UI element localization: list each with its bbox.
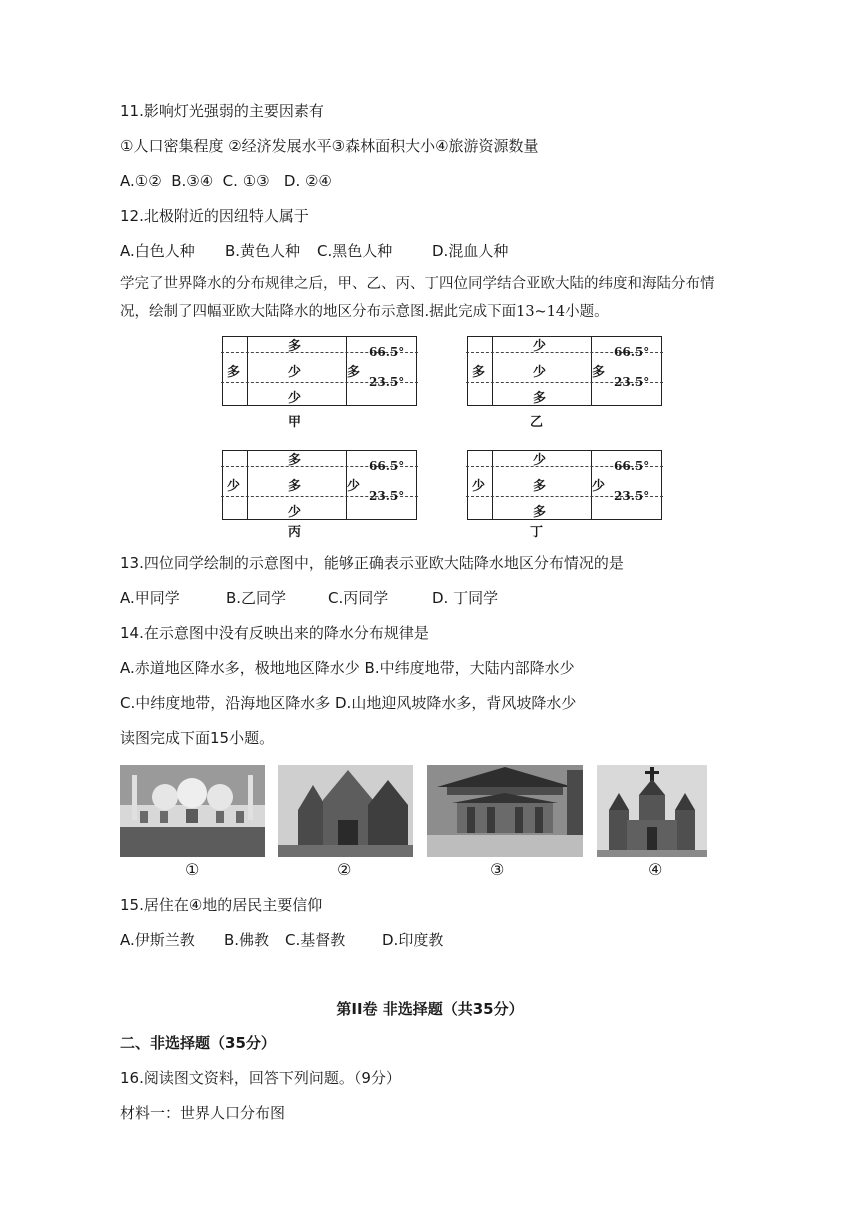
diagram-right-label: 多 [592, 365, 606, 380]
diagram-right-label: 少 [592, 479, 606, 494]
section-2-title: 第II卷 非选择题（共35分） [336, 1000, 524, 1018]
diagram-bing [222, 450, 417, 520]
lat-23-label: 23.5° [369, 375, 405, 389]
diagram-left-label: 多 [227, 365, 241, 380]
lat-66-label: 66.5° [614, 345, 650, 359]
diagram-right-label: 少 [347, 479, 361, 494]
q12-option-c: C.黑色人种 [317, 242, 393, 260]
photo-label: ④ [648, 860, 663, 879]
lat-66-label: 66.5° [369, 459, 405, 473]
q13-option-b: B.乙同学 [226, 589, 287, 607]
diagram-caption: 乙 [530, 415, 544, 430]
chinese-temple-photo [427, 765, 583, 857]
intro-13-14: 学完了世界降水的分布规律之后，甲、乙、丙、丁四位同学结合亚欧大陆的纬度和海陆分布情况，绘制了四幅亚欧大陆降水的地区分布示意图.据此完成下面13~14小题。 [120, 276, 715, 320]
diagram-top-label: 少 [533, 339, 547, 354]
q11-stem: 11.影响灯光强弱的主要因素有 [120, 102, 324, 120]
diagram-left-label: 多 [472, 365, 486, 380]
q15-stem: 15.居住在④地的居民主要信仰 [120, 896, 323, 914]
q12-stem: 12.北极附近的因纽特人属于 [120, 207, 309, 225]
q13-option-a: A.甲同学 [120, 589, 180, 607]
diagram-mid-label: 多 [533, 479, 547, 494]
church-photo [597, 765, 707, 857]
lat-66-label: 66.5° [369, 345, 405, 359]
photo-label: ③ [490, 860, 505, 879]
diagram-bottom-label: 少 [288, 505, 302, 520]
diagram-top-label: 多 [288, 339, 302, 354]
diagram-top-label: 多 [288, 453, 302, 468]
photo-label: ① [185, 860, 200, 879]
intro-15: 读图完成下面15小题。 [120, 729, 275, 747]
material-1-caption: 材料一：世界人口分布图 [120, 1104, 286, 1122]
q14-options-line2: C.中纬度地带，沿海地区降水多 D.山地迎风坡降水多，背风坡降水少 [120, 694, 577, 712]
q12-option-a: A.白色人种 [120, 242, 195, 260]
diagram-ding [467, 450, 662, 520]
lat-23-label: 23.5° [614, 489, 650, 503]
q16-stem: 16.阅读图文资料，回答下列问题。（9分） [120, 1069, 401, 1087]
hindu-temple-photo [278, 765, 413, 857]
q12-option-d: D.混血人种 [432, 242, 509, 260]
lat-23-label: 23.5° [614, 375, 650, 389]
section-2-heading: 二、非选择题（35分） [120, 1034, 276, 1052]
diagram-caption: 甲 [288, 415, 302, 430]
lat-66-label: 66.5° [614, 459, 650, 473]
diagram-top-label: 少 [533, 453, 547, 468]
q14-options-line1: A.赤道地区降水多，极地地区降水少 B.中纬度地带，大陆内部降水少 [120, 659, 575, 677]
diagram-left-label: 少 [472, 479, 486, 494]
diagram-mid-label: 少 [288, 365, 302, 380]
lat-23-label: 23.5° [369, 489, 405, 503]
diagram-yi [467, 336, 662, 406]
diagram-bottom-label: 多 [533, 505, 547, 520]
diagram-left-label: 少 [227, 479, 241, 494]
diagram-caption: 丙 [288, 525, 302, 540]
photo-label: ② [337, 860, 352, 879]
diagram-caption: 丁 [530, 525, 544, 540]
q15-option-d: D.印度教 [382, 931, 444, 949]
q12-option-b: B.黄色人种 [225, 242, 301, 260]
diagram-mid-label: 多 [288, 479, 302, 494]
q14-stem: 14.在示意图中没有反映出来的降水分布规律是 [120, 624, 429, 642]
q15-option-a: A.伊斯兰教 [120, 931, 195, 949]
q11-items: ①人口密集程度 ②经济发展水平③森林面积大小④旅游资源数量 [120, 137, 539, 155]
diagram-mid-label: 少 [533, 365, 547, 380]
q13-option-d: D. 丁同学 [432, 589, 499, 607]
diagram-jia [222, 336, 417, 406]
diagram-bottom-label: 多 [533, 391, 547, 406]
q13-stem: 13.四位同学绘制的示意图中，能够正确表示亚欧大陆降水地区分布情况的是 [120, 554, 624, 572]
mosque-photo [120, 765, 265, 857]
q13-option-c: C.丙同学 [328, 589, 389, 607]
diagram-bottom-label: 少 [288, 391, 302, 406]
q15-option-c: C.基督教 [285, 931, 346, 949]
diagram-right-label: 多 [347, 365, 361, 380]
q11-options: A.①② B.③④ C. ①③ D. ②④ [120, 172, 332, 190]
q15-option-b: B.佛教 [224, 931, 270, 949]
